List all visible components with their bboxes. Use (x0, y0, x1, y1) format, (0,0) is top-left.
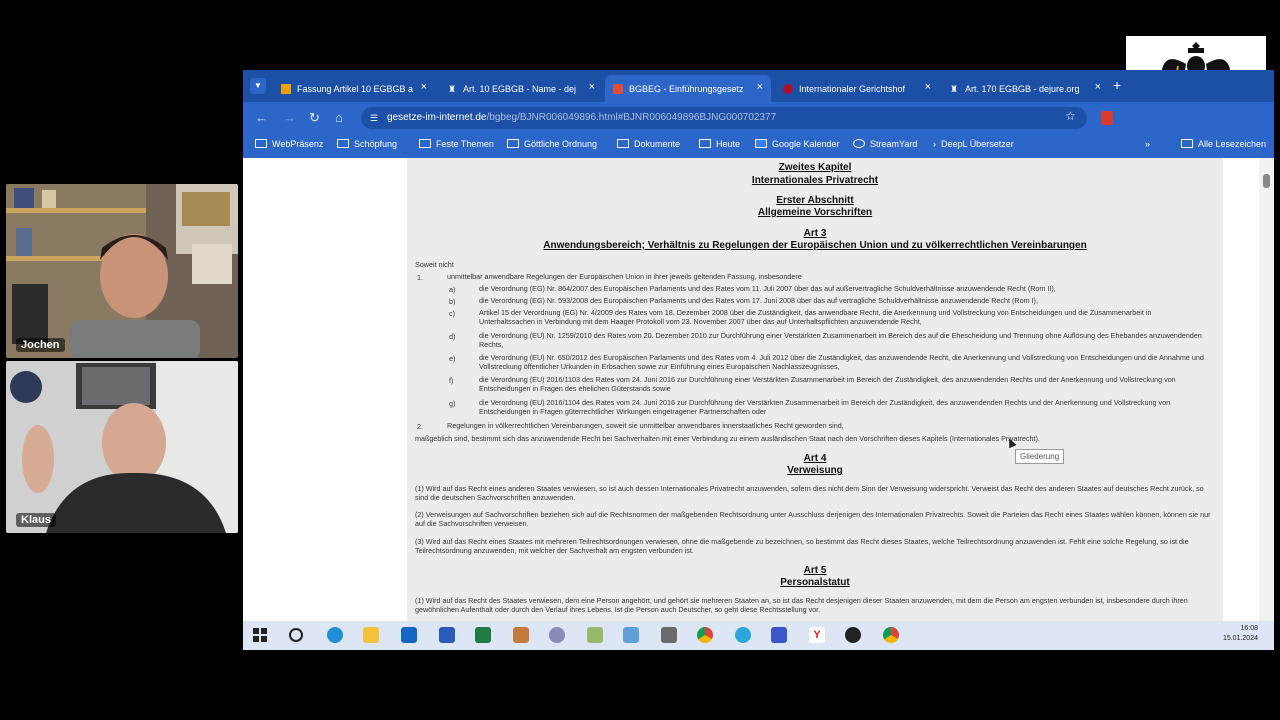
tab-close-icon[interactable]: × (588, 81, 595, 93)
trophy-favicon-icon: ♜ (447, 83, 457, 94)
paragraph-text: (2) Verweisungen auf Sachvorschriften beziehen sich auf die Rechtsnormen der maßgebenden Rechtsordnung unter Ausschluss derjenigen des Internationalen Privatrechts. Soweit die Parteien das Recht eines Staates wählen können, können sie nur auf die Sachvorschriften verweisen. (415, 510, 1211, 528)
app-icon[interactable] (623, 627, 639, 643)
sub-text: die Verordnung (EG) Nr. 864/2007 des Europäischen Parlaments und des Rates vom 11. Juli 2007 über das auf außervertragliche Schuldverhältnisse anzuwendende Recht (Rom II), (479, 284, 1056, 293)
section-title: Erster Abschnitt (776, 195, 854, 206)
browser-tab-active[interactable] (605, 75, 771, 102)
calendar-icon (755, 139, 767, 148)
folder-icon (699, 139, 711, 148)
excel-icon[interactable] (475, 627, 491, 643)
list-text: Regelungen in völkerrechtlichen Vereinbarungen, soweit sie unmittelbar anwendbares innerstaatliches Recht geworden sind, (447, 421, 844, 430)
all-bookmarks-folder[interactable]: Alle Lesezeichen (1181, 139, 1266, 149)
windows-start-icon[interactable] (253, 628, 267, 642)
list-text: unmittelbar anwendbare Regelungen der Europäischen Union in ihrer jeweils geltenden Fassung, insbesondere (447, 272, 802, 281)
browser-tab[interactable] (439, 75, 603, 102)
sub-label: a) (449, 285, 456, 294)
bookmark-folder[interactable]: WebPräsenz (255, 139, 323, 149)
app-icon[interactable] (661, 627, 677, 643)
bookmark-link[interactable]: › DeepL Übersetzer (933, 139, 1014, 149)
list-number: 2. (417, 422, 423, 431)
chrome-icon[interactable] (883, 627, 899, 643)
sub-label: d) (449, 332, 456, 341)
sub-text: Artikel 15 der Verordnung (EG) Nr. 4/2009 des Rates vom 18. Dezember 2008 über die Zuständigkeit, das anwendbare Recht, die Anerkennung und Vollstreckung von Entscheidungen und die Zusammenarbeit in Unterhaltssachen in Verbindung mit dem Haager Protokoll vom 23. November 2007 über das auf Unterhaltspflichten anzuwendende Recht, (479, 308, 1152, 326)
sub-text: die Verordnung (EG) Nr. 593/2008 des Europäischen Parlaments und des Rates vom 17. Juni 2008 über das auf vertragliche Schuldverhältnisse anzuwendende Recht (Rom I), (479, 296, 1038, 305)
app-icon[interactable] (845, 627, 861, 643)
forward-arrow-icon[interactable]: → (283, 110, 296, 125)
tab-title: Internationaler Gerichtshof (799, 83, 906, 94)
article-heading: Personalstatut (780, 577, 850, 588)
tab-close-icon[interactable]: × (420, 81, 427, 93)
bookmark-folder[interactable]: Dokumente (617, 139, 680, 149)
site-info-icon[interactable]: ☰ (370, 113, 379, 123)
edge-icon[interactable] (327, 627, 343, 643)
browser-tab[interactable] (941, 75, 1109, 102)
tab-title: Art. 170 EGBGB - dejure.org (965, 83, 1080, 94)
tab-title: Fassung Artikel 10 EGBGB a (297, 83, 414, 94)
windows-taskbar (243, 621, 1274, 650)
pdf-extension-icon[interactable] (1101, 111, 1113, 125)
article-heading: Anwendungsbereich; Verhältnis zu Regelungen der Europäischen Union und zu völkerrechtlichen Vereinbarungen (543, 240, 1087, 251)
tab-close-icon[interactable]: × (756, 81, 763, 93)
app-icon[interactable] (549, 627, 565, 643)
outlook-icon[interactable] (401, 627, 417, 643)
folder-icon (255, 139, 267, 148)
favicon-icon (783, 84, 793, 94)
tab-title: Art. 10 EGBGB - Name - dej (463, 83, 577, 94)
tab-close-icon[interactable]: × (924, 81, 931, 93)
page-scrollbar[interactable] (1259, 158, 1274, 621)
home-icon[interactable]: ⌂ (335, 110, 343, 125)
folder-icon (1181, 139, 1193, 148)
url-host: gesetze-im-internet.de (387, 112, 487, 123)
bookmark-folder[interactable]: Heute (699, 139, 740, 149)
paragraph-text: (1) Wird auf das Recht eines anderen Staates verwiesen, so ist auch dessen Internationales Privatrecht anzuwenden, sofern dies nicht dem Sinn der Verweisung widerspricht. Verweist das Recht des anderen Staates auf deutsches Recht zurück, so sind die deutschen Sachvorschriften anzuwenden. (415, 484, 1204, 502)
article-number: Art 3 (803, 228, 827, 239)
streamyard-icon (853, 139, 865, 148)
browser-tab[interactable] (775, 75, 939, 102)
browser-tab-bar (243, 70, 1274, 102)
bookmark-folder[interactable]: Schöpfung (337, 139, 397, 149)
article-number: Art 5 (803, 565, 827, 576)
sub-label: f) (449, 376, 454, 385)
browser-tab[interactable] (273, 75, 435, 102)
reload-icon[interactable]: ↻ (309, 110, 320, 125)
paragraph-text: Soweit nicht (415, 260, 454, 269)
folder-icon (337, 139, 349, 148)
article-number: Art 4 (803, 453, 827, 464)
sub-label: g) (449, 399, 456, 408)
search-icon[interactable] (289, 628, 303, 642)
yandex-icon[interactable]: Y (809, 627, 825, 643)
jochen-video-frame (6, 184, 238, 358)
video-tile-klaus[interactable] (6, 361, 238, 533)
web-page (243, 158, 1274, 621)
bookmark-link[interactable]: StreamYard (853, 139, 917, 149)
folder-icon (507, 139, 519, 148)
address-bar[interactable] (361, 107, 1087, 129)
app-icon[interactable] (513, 627, 529, 643)
tab-title: BGBEG - Einführungsgesetz (629, 83, 744, 94)
bookmark-folder[interactable]: Feste Themen (419, 139, 494, 149)
chapter-title: Zweites Kapitel (778, 162, 852, 173)
url-path: /bgbeg/BJNR006049896.html#BJNR006049896BJNG000702377 (486, 112, 777, 123)
file-explorer-icon[interactable] (363, 627, 379, 643)
app-icon[interactable] (735, 627, 751, 643)
scrollbar-thumb[interactable] (1263, 174, 1270, 188)
folder-icon (419, 139, 431, 148)
sub-text: die Verordnung (EU) Nr. 650/2012 des Europäischen Parlaments und des Rates vom 4. Juli 2012 über die Zuständigkeit, das anzuwendende Recht, die Anerkennung und Vollstreckung von Entscheidungen und die Annahme und Vollstreckung öffentlicher Urkunden in Erbsachen sowie zur Einführung eines Europäischen Nachlasszeugnisses, (479, 353, 1204, 371)
sub-label: b) (449, 297, 456, 306)
section-subtitle: Allgemeine Vorschriften (757, 207, 873, 218)
tab-search-icon[interactable]: ▼ (250, 78, 266, 94)
sub-text: die Verordnung (EU) 2016/1103 des Rates vom 24. Juni 2016 zur Durchführung einer Verstärkten Zusammenarbeit im Bereich der Zuständigkeit, des anzuwendenden Rechts und der Anerkennung und Vollstreckung von Entscheidungen in Fragen des ehelichen Güterstands sowie (479, 375, 1176, 393)
more-bookmarks-icon[interactable]: » (1145, 139, 1151, 149)
participant-name: Jochen (16, 338, 65, 352)
paragraph-text: (3) Wird auf das Recht eines Staates mit mehreren Teilrechtsordnungen verwiesen, ohne die maßgebende zu bezeichnen, so bestimmt das Recht dieses Staates, welche Teilrechtsordnung anzuwenden ist. Fehlt eine solche Regelung, so ist die Teilrechtsordnung anzuwenden, mit welcher der Sachverhalt am engsten verbunden ist. (415, 537, 1189, 555)
bookmarks-bar (243, 134, 1274, 158)
sub-text: die Verordnung (EU) 2016/1104 des Rates vom 24. Juni 2016 zur Durchführung der Verstärkten Zusammenarbeit im Bereich der Zuständigkeit, des anzuwendenden Rechts und der Anerkennung und Vollstreckung von Entscheidungen in Fragen güterrechtlicher Wirkungen eingetragener Partnerschaften oder (479, 398, 1171, 416)
sub-label: c) (449, 309, 455, 318)
favicon-icon (613, 84, 623, 94)
bookmark-folder[interactable]: Göttliche Ordnung (507, 139, 597, 149)
article-heading: Verweisung (787, 465, 843, 476)
law-document (407, 158, 1223, 621)
favicon-icon (281, 84, 291, 94)
tooltip: Gliederung (1015, 449, 1064, 464)
deepl-icon: › (933, 139, 936, 149)
back-arrow-icon[interactable]: ← (255, 110, 268, 125)
video-tile-jochen[interactable] (6, 184, 238, 358)
folder-icon (617, 139, 629, 148)
tab-close-icon[interactable]: × (1094, 81, 1101, 93)
chapter-subtitle: Internationales Privatrecht (751, 175, 879, 186)
word-icon[interactable] (439, 627, 455, 643)
clock-time: 16:08 (1240, 625, 1258, 632)
chrome-icon[interactable] (697, 627, 713, 643)
bookmark-link[interactable]: Google Kalender (755, 139, 840, 149)
sub-text: die Verordnung (EU) Nr. 1259/2010 des Rates vom 20. Dezember 2010 zur Durchführung einer Verstärkten Zusammenarbeit im Bereich des auf die Ehescheidung und Trennung ohne Auflösung des Ehebandes anzuwendenden Rechts, (479, 331, 1202, 349)
sub-label: e) (449, 354, 456, 363)
app-icon[interactable] (587, 627, 603, 643)
klaus-video-frame (6, 361, 238, 533)
new-tab-icon[interactable]: + (1113, 77, 1122, 93)
app-icon[interactable] (771, 627, 787, 643)
system-clock[interactable] (1223, 624, 1258, 644)
bookmark-star-icon[interactable]: ☆ (1065, 109, 1076, 123)
trophy-favicon-icon: ♜ (949, 83, 959, 94)
shared-screen (243, 70, 1274, 650)
paragraph-text: maßgeblich sind, bestimmt sich das anzuwendende Recht bei Sachverhalten mit einer Verbindung zu einem ausländischen Staat nach den Vorschriften dieses Kapitels (Internationales Privatrecht). (415, 434, 1040, 443)
paragraph-text: (1) Wird auf das Recht des Staates verwiesen, dem eine Person angehört, und gehört sie mehreren Staaten an, so ist das Recht desjenigen dieser Staaten anzuwenden, mit dem die Person am engsten verbunden ist, insbesondere durch ihren gewöhnlichen Aufenthalt oder durch den Verlauf ihres Lebens. Ist die Person auch Deutscher, so geht diese Rechtsstellung vor. (415, 596, 1188, 614)
browser-toolbar (243, 102, 1274, 134)
list-number: 1. (417, 273, 423, 282)
clock-date: 15.01.2024 (1222, 635, 1258, 642)
participant-name: Klaus (16, 513, 56, 527)
